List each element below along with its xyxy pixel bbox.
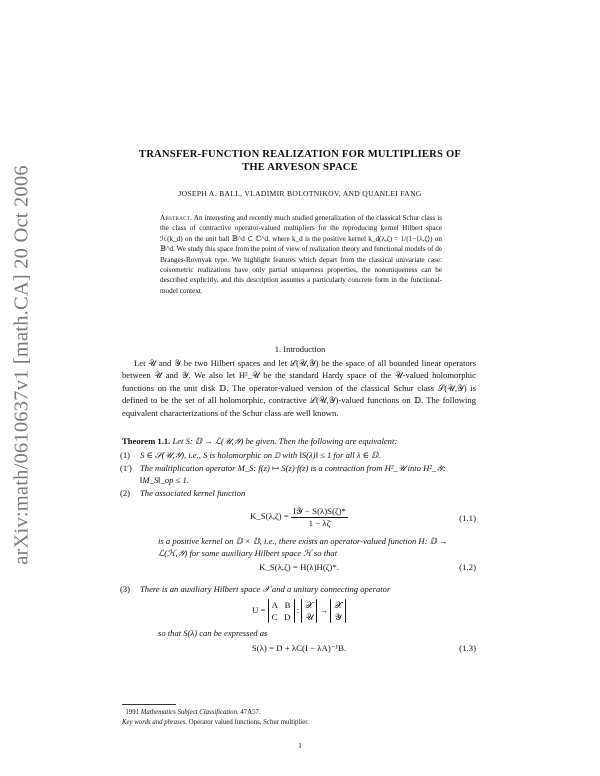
footnote-keywords bbox=[122, 718, 476, 728]
item-text: The associated kernel function bbox=[140, 488, 246, 498]
abstract-text: An interesting and recently much studied generalization of the classical Schur class is the class of contractive operator-valued multipliers for the reproducing kernel Hilbert space ℋ(k_d) on the unit ball 𝔹^d ⊂ ℂ^d, where k_d is the positive kernel k_d(λ,ζ) = 1/(1−⟨λ,ζ⟩) on 𝔹^d. We study this space from the point of view of realization theory and functional models of de Branges-Rovnyak type. We highlight features which depart from the classical univariate case: coisometric realizations have only partial uniqueness properties, the nonuniqueness can be described explicitly, and this description assumes a particularly concrete form in the functional-model context. bbox=[160, 214, 442, 295]
section-heading: 1. Introduction bbox=[274, 344, 326, 354]
equation-note: is a positive kernel on 𝔻 × 𝔻, i.e., there exists an operator-valued function H: 𝔻 → ℒ(ℋ,𝒴) for some auxiliary Hilbert space ℋ so that bbox=[158, 536, 448, 559]
vector-entry: 𝒳 bbox=[305, 600, 314, 610]
vector-entry: 𝒴 bbox=[334, 612, 342, 622]
equation-number: (1.1) bbox=[459, 513, 476, 523]
matrix-entry: A bbox=[271, 600, 279, 610]
equation-number: (1.3) bbox=[459, 643, 476, 653]
theorem-text: Let S: 𝔻 → ℒ(𝒰,𝒴) be given. Then the following are equivalent: bbox=[172, 436, 398, 446]
authors: JOSEPH A. BALL, VLADIMIR BOLOTNIKOV, AND QUANLEI FANG bbox=[178, 189, 422, 198]
matrix-entry: C bbox=[271, 612, 278, 622]
eq-numerator: I𝒴 − S(λ)S(ζ)* bbox=[292, 506, 346, 516]
item-text: The multiplication operator M_S: f(z) ↦ S(z)·f(z) is a contraction from H²_𝒰 into H²_𝒴: ‖M_S‖_op ≤ 1. bbox=[140, 463, 446, 486]
footnotes bbox=[122, 708, 476, 727]
theorem-item bbox=[120, 449, 480, 461]
item-label: (1) bbox=[120, 450, 131, 460]
arxiv-side-stamp bbox=[4, 150, 40, 580]
equation-body: K_S(λ,ζ) = H(λ)H(ζ)*. bbox=[259, 562, 339, 572]
footnote-msc bbox=[122, 708, 476, 718]
item-label: (2) bbox=[120, 488, 131, 498]
footnote-rule bbox=[122, 704, 176, 705]
title-line-2: THE ARVESON SPACE bbox=[242, 162, 358, 173]
abstract bbox=[160, 213, 442, 296]
equation-number: (1.2) bbox=[459, 562, 476, 572]
intro-paragraph: Let 𝒰 and 𝒴 be two Hilbert spaces and let ℒ(𝒰,𝒴) be the space of all bounded linear operators between 𝒰 and 𝒴. We also let H²_𝒰 be the standard Hardy space of the 𝒰-valued holomorphic functions on the unit disk 𝔻. The operator-valued version of the classical Schur class 𝒮(𝒰,𝒴) is defined to be the set of all holomorphic, contractive ℒ(𝒰,𝒴)-valued functions on 𝔻. The following equivalent characterizations of the Schur class are well known. bbox=[122, 358, 476, 418]
theorem-item bbox=[120, 583, 480, 595]
matrix-entry: B bbox=[284, 600, 291, 610]
footnote-label: Mathematics Subject Classification. bbox=[140, 709, 239, 716]
item-label: (1′) bbox=[120, 463, 132, 473]
arxiv-identifier: arXiv:math/0610637v1 [math.CA] 20 Oct 2006 bbox=[10, 165, 33, 565]
equation-1-1 bbox=[122, 506, 476, 532]
theorem-item bbox=[120, 487, 480, 499]
vector-entry: 𝒰 bbox=[305, 612, 314, 622]
footnote-value: 47A57. bbox=[240, 709, 261, 716]
title-line-1: TRANSFER-FUNCTION REALIZATION FOR MULTIPLIERS OF bbox=[138, 149, 462, 160]
matrix-entry: D bbox=[284, 612, 291, 622]
equation-body bbox=[122, 506, 476, 528]
theorem-statement bbox=[122, 435, 476, 447]
page-number: 1 bbox=[298, 741, 302, 750]
eq-lhs: U = bbox=[251, 605, 266, 616]
block-matrix bbox=[268, 599, 295, 623]
footnote-value: Operator valued functions, Schur multiplier. bbox=[188, 718, 309, 726]
abstract-label: Abstract. bbox=[160, 214, 193, 222]
equation-note: so that S(λ) can be expressed as bbox=[158, 628, 268, 638]
eq-fraction bbox=[291, 506, 348, 528]
theorem-item bbox=[120, 462, 480, 487]
item-text: S ∈ 𝒮(𝒰,𝒴), i.e., S is holomorphic on 𝔻 with ‖S(λ)‖ ≤ 1 for all λ ∈ 𝔻. bbox=[140, 450, 381, 460]
domain-vector bbox=[301, 599, 317, 623]
footnote-label: Key words and phrases. bbox=[122, 718, 188, 726]
theorem-label: Theorem 1.1. bbox=[122, 436, 171, 446]
item-label: (3) bbox=[120, 584, 131, 594]
equation-unitary bbox=[122, 597, 476, 627]
footnote-year: 1991 bbox=[125, 709, 139, 716]
eq-lhs: K_S(λ,ζ) = bbox=[250, 511, 289, 522]
equation-body: S(λ) = D + λC(I − λA)⁻¹B. bbox=[251, 643, 347, 653]
paper-title bbox=[100, 148, 500, 174]
vector-entry: 𝒳 bbox=[334, 600, 343, 610]
item-text: There is an auxiliary Hilbert space 𝒳 and a unitary connecting operator bbox=[140, 584, 391, 594]
eq-denominator: 1 − λζ̄ bbox=[308, 518, 331, 528]
range-vector bbox=[330, 599, 346, 623]
equation-body: U = A B C D : 𝒳 𝒰 → 𝒳 𝒴 bbox=[122, 599, 476, 623]
